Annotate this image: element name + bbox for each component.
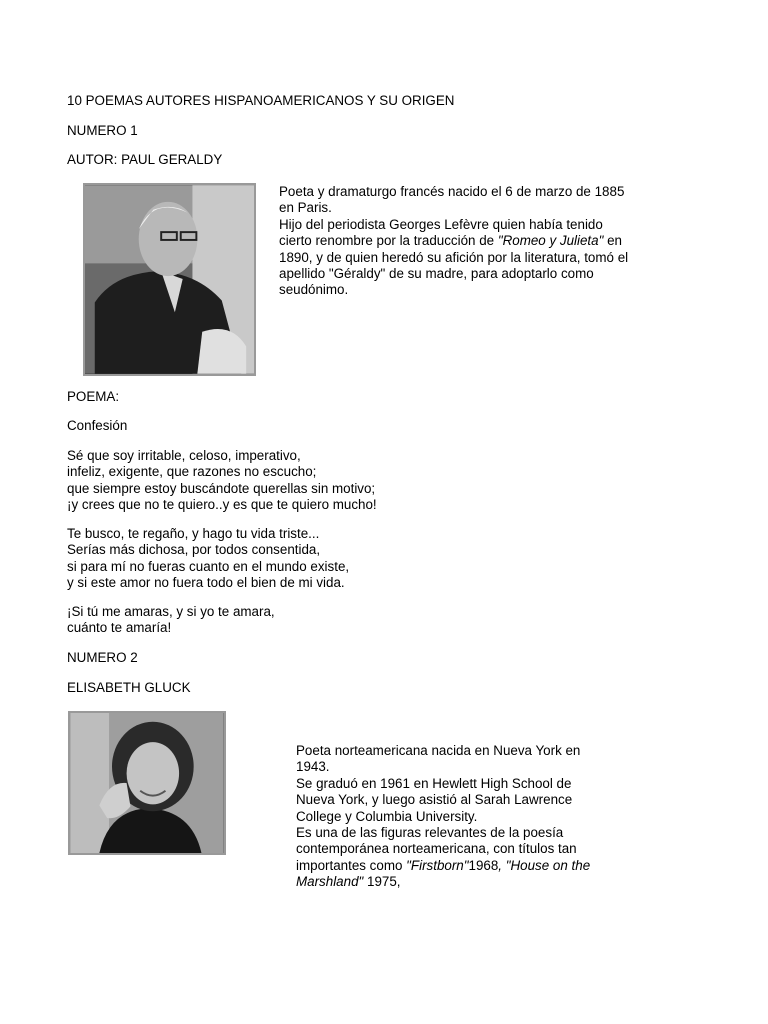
bio-line: Nueva York, y luego asistió al Sarah Lawrence: [296, 792, 573, 808]
bio-line: Poeta y dramaturgo francés nacido el 6 de marzo de 1885: [279, 184, 625, 199]
portrait-woman-image: [70, 713, 224, 853]
bio-line: Es una de las figuras relevantes de la poesía: [296, 825, 564, 841]
author-portrait-photo: [83, 183, 256, 376]
poem-line: y si este amor no fuera todo el bien de mi vida.: [67, 575, 345, 591]
author-heading: AUTOR: PAUL GERALDY: [67, 152, 223, 167]
bio-text: en: [603, 233, 622, 249]
bio-line: 1890, y de quien heredó su afición por la literatura, tomó el: [279, 249, 629, 265]
poem-stanza: [67, 448, 377, 514]
poem-line: ¡y crees que no te quiero..y es que te quiero mucho!: [67, 497, 377, 513]
bio-text: 1975,: [363, 874, 401, 890]
work-title: "Romeo y Julieta": [497, 233, 604, 249]
bio-line: [296, 874, 590, 890]
poem-line: ¡Si tú me amaras, y si yo te amara,: [67, 604, 275, 619]
bio-line: [279, 233, 628, 249]
work-title: Marshland": [296, 874, 364, 890]
bio-line: Poeta norteamericana nacida en Nueva York en: [296, 743, 581, 758]
poem-line: Sé que soy irritable, celoso, imperativo,: [67, 448, 301, 463]
author-biography: [279, 184, 628, 299]
bio-line: Se graduó en 1961 en Hewlett High School de: [296, 775, 572, 791]
section-number: NUMERO 2: [67, 650, 138, 665]
bio-line: Hijo del periodista Georges Lefèvre quien había tenido: [279, 216, 603, 232]
section-number: NUMERO 1: [67, 123, 138, 138]
poem-stanza: [67, 526, 349, 592]
bio-line: seudónimo.: [279, 282, 349, 298]
poem-line: cuánto te amaría!: [67, 620, 172, 636]
portrait-man-image: [85, 185, 254, 374]
poem-line: infeliz, exigente, que razones no escucho;: [67, 464, 317, 480]
poem-line: que siempre estoy buscándote querellas sin motivo;: [67, 480, 376, 496]
poem-stanza: [67, 604, 275, 637]
poem-label: POEMA:: [67, 389, 120, 404]
bio-line: en Paris.: [279, 200, 332, 216]
bio-line: [296, 858, 590, 874]
author-biography: [296, 743, 590, 891]
poem-line: Serías más dichosa, por todos consentida,: [67, 542, 321, 558]
bio-text: cierto renombre por la traducción de: [279, 233, 498, 249]
poem-line: Te busco, te regaño, y hago tu vida triste...: [67, 526, 320, 541]
poem-line: si para mí no fueras cuanto en el mundo existe,: [67, 558, 350, 574]
author-heading: ELISABETH GLUCK: [67, 680, 191, 695]
bio-line: 1943.: [296, 759, 330, 775]
bio-text: 1968: [468, 857, 499, 873]
bio-line: contemporánea norteamericana, con títulos tan: [296, 841, 577, 857]
bio-text: importantes como: [296, 857, 407, 873]
work-title: "Firstborn": [406, 857, 469, 873]
poem-title: Confesión: [67, 418, 128, 433]
bio-line: apellido "Géraldy" de su madre, para adoptarlo como: [279, 266, 594, 282]
bio-line: College y Columbia University.: [296, 808, 478, 824]
work-title: , "House on the: [498, 857, 591, 873]
document-title: 10 POEMAS AUTORES HISPANOAMERICANOS Y SU ORIGEN: [67, 93, 455, 108]
author-portrait-photo: [68, 711, 226, 855]
